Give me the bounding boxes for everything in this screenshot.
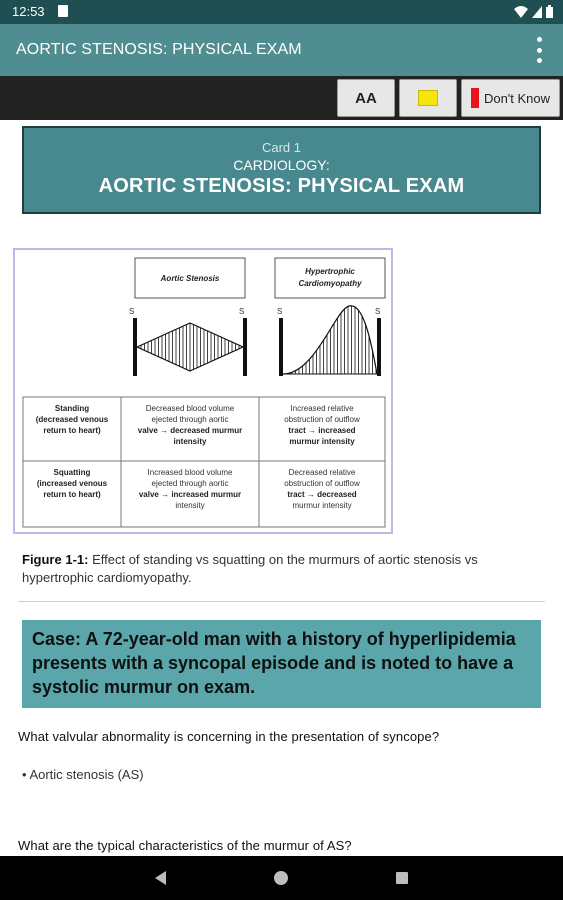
battery-icon [546, 5, 553, 18]
font-size-button[interactable] [337, 79, 395, 117]
table-text [36, 404, 360, 510]
table-cell-line: Standing [54, 404, 90, 413]
app-bar [0, 24, 563, 76]
back-icon[interactable] [155, 871, 166, 885]
section-divider [18, 601, 545, 602]
table-cell-line: Decreased blood volume [145, 404, 235, 413]
card-title: AORTIC STENOSIS: PHYSICAL EXAM [98, 175, 465, 197]
table-cell-line: return to heart) [43, 426, 101, 435]
question-1: What valvular abnormality is concerning in the presentation of syncope? [18, 729, 440, 744]
table-cell-line: obstruction of outflow [284, 479, 360, 488]
table-cell-line: ejected through aortic [151, 415, 229, 424]
recents-icon[interactable] [396, 872, 408, 884]
table-cell-line: Increased relative [290, 404, 354, 413]
status-time: 12:53 [12, 4, 45, 19]
figure-caption-text: Effect of standing vs squatting on the murmurs of aortic stenosis vs hypertrophic cardiomyopathy. [22, 552, 478, 585]
card-toolbar [0, 76, 563, 120]
hcm-s1-label: S [277, 307, 283, 316]
card-number: Card 1 [261, 140, 302, 155]
table-cell-line: Decreased relative [288, 468, 356, 477]
card-header [22, 126, 541, 214]
as-s2-label: S [239, 307, 245, 316]
hcm-s2-bar [377, 318, 381, 376]
table-cell-line: valve → increased murmur [138, 490, 242, 499]
figure-caption [22, 551, 542, 587]
murmur-figure [13, 248, 393, 534]
as-title: Aortic Stenosis [160, 274, 220, 283]
sd-card-icon [58, 5, 68, 17]
table-cell-line: (decreased venous [35, 415, 109, 424]
card-category: CARDIOLOGY: [233, 157, 330, 173]
table-cell-line: intensity [175, 501, 205, 510]
table-cell-line: murmur intensity [292, 501, 352, 510]
case-box: Case: A 72-year-old man with a history of hyperlipidemia presents with a syncopal episode and is noted to have a systolic murmur on exam. [22, 620, 541, 708]
dont-know-label: Don't Know [483, 90, 551, 106]
table-cell-line: obstruction of outflow [284, 415, 360, 424]
signal-icon [532, 6, 542, 18]
murmur-diagram [15, 250, 391, 532]
hcm-hatch [285, 300, 376, 374]
dont-know-button[interactable] [461, 79, 560, 117]
sticky-note-icon [418, 90, 438, 106]
table-cell-line: ejected through aortic [151, 479, 229, 488]
answer-1: • Aortic stenosis (AS) [22, 767, 144, 782]
hcm-title-line2: Cardiomyopathy [298, 279, 362, 288]
hcm-title-line1: Hypertrophic [305, 267, 355, 276]
table-cell-line: valve → decreased murmur [137, 426, 243, 435]
red-flag-icon [471, 88, 479, 108]
table-cell-line: return to heart) [43, 490, 101, 499]
wifi-icon [514, 6, 528, 18]
hcm-murmur-curve [283, 306, 377, 374]
overflow-menu-icon[interactable] [535, 37, 543, 63]
figure-caption-label: Figure 1-1: [22, 552, 89, 567]
status-bar [0, 0, 563, 24]
home-icon[interactable] [274, 871, 288, 885]
hcm-title-box [275, 258, 385, 298]
table-cell-line: (increased venous [36, 479, 108, 488]
table-cell-line: tract → increased [288, 426, 356, 435]
table-cell-line: Increased blood volume [147, 468, 233, 477]
note-button[interactable] [399, 79, 457, 117]
system-icons [514, 5, 553, 18]
font-size-label: AA [355, 89, 377, 107]
card-content[interactable] [0, 120, 563, 856]
hcm-s2-label: S [375, 307, 381, 316]
table-cell-line: murmur intensity [289, 437, 355, 446]
hcm-s1-bar [279, 318, 283, 376]
question-2: What are the typical characteristics of the murmur of AS? [18, 838, 352, 853]
navigation-bar [0, 856, 563, 900]
table-cell-line: Squatting [53, 468, 91, 477]
as-s1-label: S [129, 307, 135, 316]
app-title: AORTIC STENOSIS: PHYSICAL EXAM [16, 41, 302, 58]
table-cell-line: intensity [173, 437, 207, 446]
table-cell-line: tract → decreased [287, 490, 357, 499]
